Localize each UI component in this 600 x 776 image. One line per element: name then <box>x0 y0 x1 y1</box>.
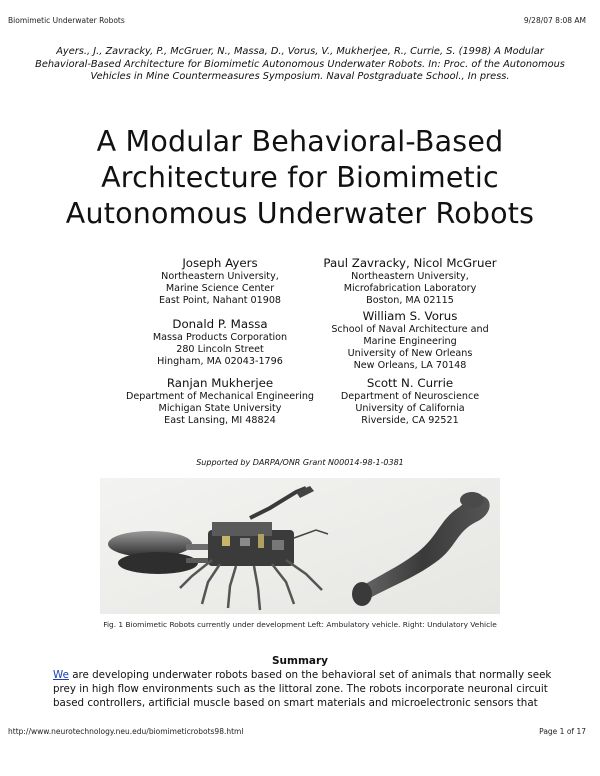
author-affiliation: Marine Engineering <box>363 336 457 347</box>
author-affiliation: East Point, Nahant 01908 <box>158 295 282 306</box>
citation-line: Ayers., J., Zavracky, P., McGruer, N., Massa, D., Vorus, V., Mukherjee, R., Currie, S. (1998) A Modular <box>56 46 544 57</box>
page-header-title: Biomimetic Underwater Robots <box>8 16 125 25</box>
author-name: Ranjan Mukherjee <box>166 376 274 390</box>
author-zavracky-mcgruer <box>300 256 520 307</box>
title-line: Autonomous Underwater Robots <box>65 197 535 230</box>
summary-line-text: are developing underwater robots based on the behavioral set of animals that normally seek <box>68 669 552 681</box>
author-affiliation: Massa Products Corporation <box>152 332 288 343</box>
author-affiliation: University of New Orleans <box>347 348 473 359</box>
summary-link[interactable]: We <box>53 669 69 681</box>
summary-line: based controllers, artificial muscle based on smart materials and microelectronic sensors that <box>53 697 538 709</box>
author-name: Paul Zavracky, Nicol McGruer <box>323 256 497 270</box>
author-affiliation: Microfabrication Laboratory <box>343 283 477 294</box>
robots-photo <box>100 478 500 614</box>
author-massa <box>110 317 330 368</box>
author-affiliation: New Orleans, LA 70148 <box>353 360 467 371</box>
author-currie <box>300 376 520 427</box>
citation <box>30 46 570 84</box>
author-name: Joseph Ayers <box>182 256 258 270</box>
author-affiliation: School of Naval Architecture and <box>331 324 489 335</box>
title-line: Architecture for Biomimetic <box>101 161 499 194</box>
summary-line: prey in high flow environments such as the littoral zone. The robots incorporate neuronal circuit <box>53 683 548 695</box>
citation-line: Vehicles in Mine Countermeasures Symposium. Naval Postgraduate School., In press. <box>90 71 510 82</box>
summary-text <box>53 668 553 710</box>
author-affiliation: 280 Lincoln Street <box>176 344 264 355</box>
figure-robots <box>100 478 500 614</box>
author-affiliation: Michigan State University <box>158 403 282 414</box>
author-name: Donald P. Massa <box>172 317 268 331</box>
funding-note: Supported by DARPA/ONR Grant N00014-98-1-0381 <box>196 458 404 467</box>
page-url: http://www.neurotechnology.neu.edu/biomimeticrobots98.html <box>8 727 244 736</box>
author-affiliation: Riverside, CA 92521 <box>361 415 459 426</box>
author-ayers <box>110 256 330 307</box>
author-affiliation: Hingham, MA 02043-1796 <box>157 356 283 367</box>
page-title <box>20 124 580 232</box>
author-affiliation: Northeastern University, <box>161 271 279 282</box>
title-line: A Modular Behavioral-Based <box>96 125 504 158</box>
author-affiliation: Department of Neuroscience <box>340 391 480 402</box>
author-mukherjee <box>110 376 330 427</box>
author-affiliation: East Lansing, MI 48824 <box>164 415 276 426</box>
author-name: William S. Vorus <box>362 309 458 323</box>
author-affiliation: Boston, MA 02115 <box>366 295 454 306</box>
citation-line: Behavioral-Based Architecture for Biomimetic Autonomous Underwater Robots. In: Proc. of the Autonomous <box>35 58 565 70</box>
author-affiliation: Department of Mechanical Engineering <box>126 391 314 402</box>
summary-heading: Summary <box>271 655 329 667</box>
author-affiliation: Northeastern University, <box>351 271 469 282</box>
author-name: Scott N. Currie <box>366 376 454 390</box>
page-number: Page 1 of 17 <box>539 727 586 736</box>
author-affiliation: Marine Science Center <box>165 283 275 294</box>
author-vorus <box>300 309 520 372</box>
summary-line <box>53 668 553 682</box>
page-header-datetime: 9/28/07 8:08 AM <box>523 16 586 25</box>
author-affiliation: University of California <box>355 403 465 414</box>
figure-caption: Fig. 1 Biomimetic Robots currently under development Left: Ambulatory vehicle. Right: Undulatory Vehicle <box>103 620 497 629</box>
